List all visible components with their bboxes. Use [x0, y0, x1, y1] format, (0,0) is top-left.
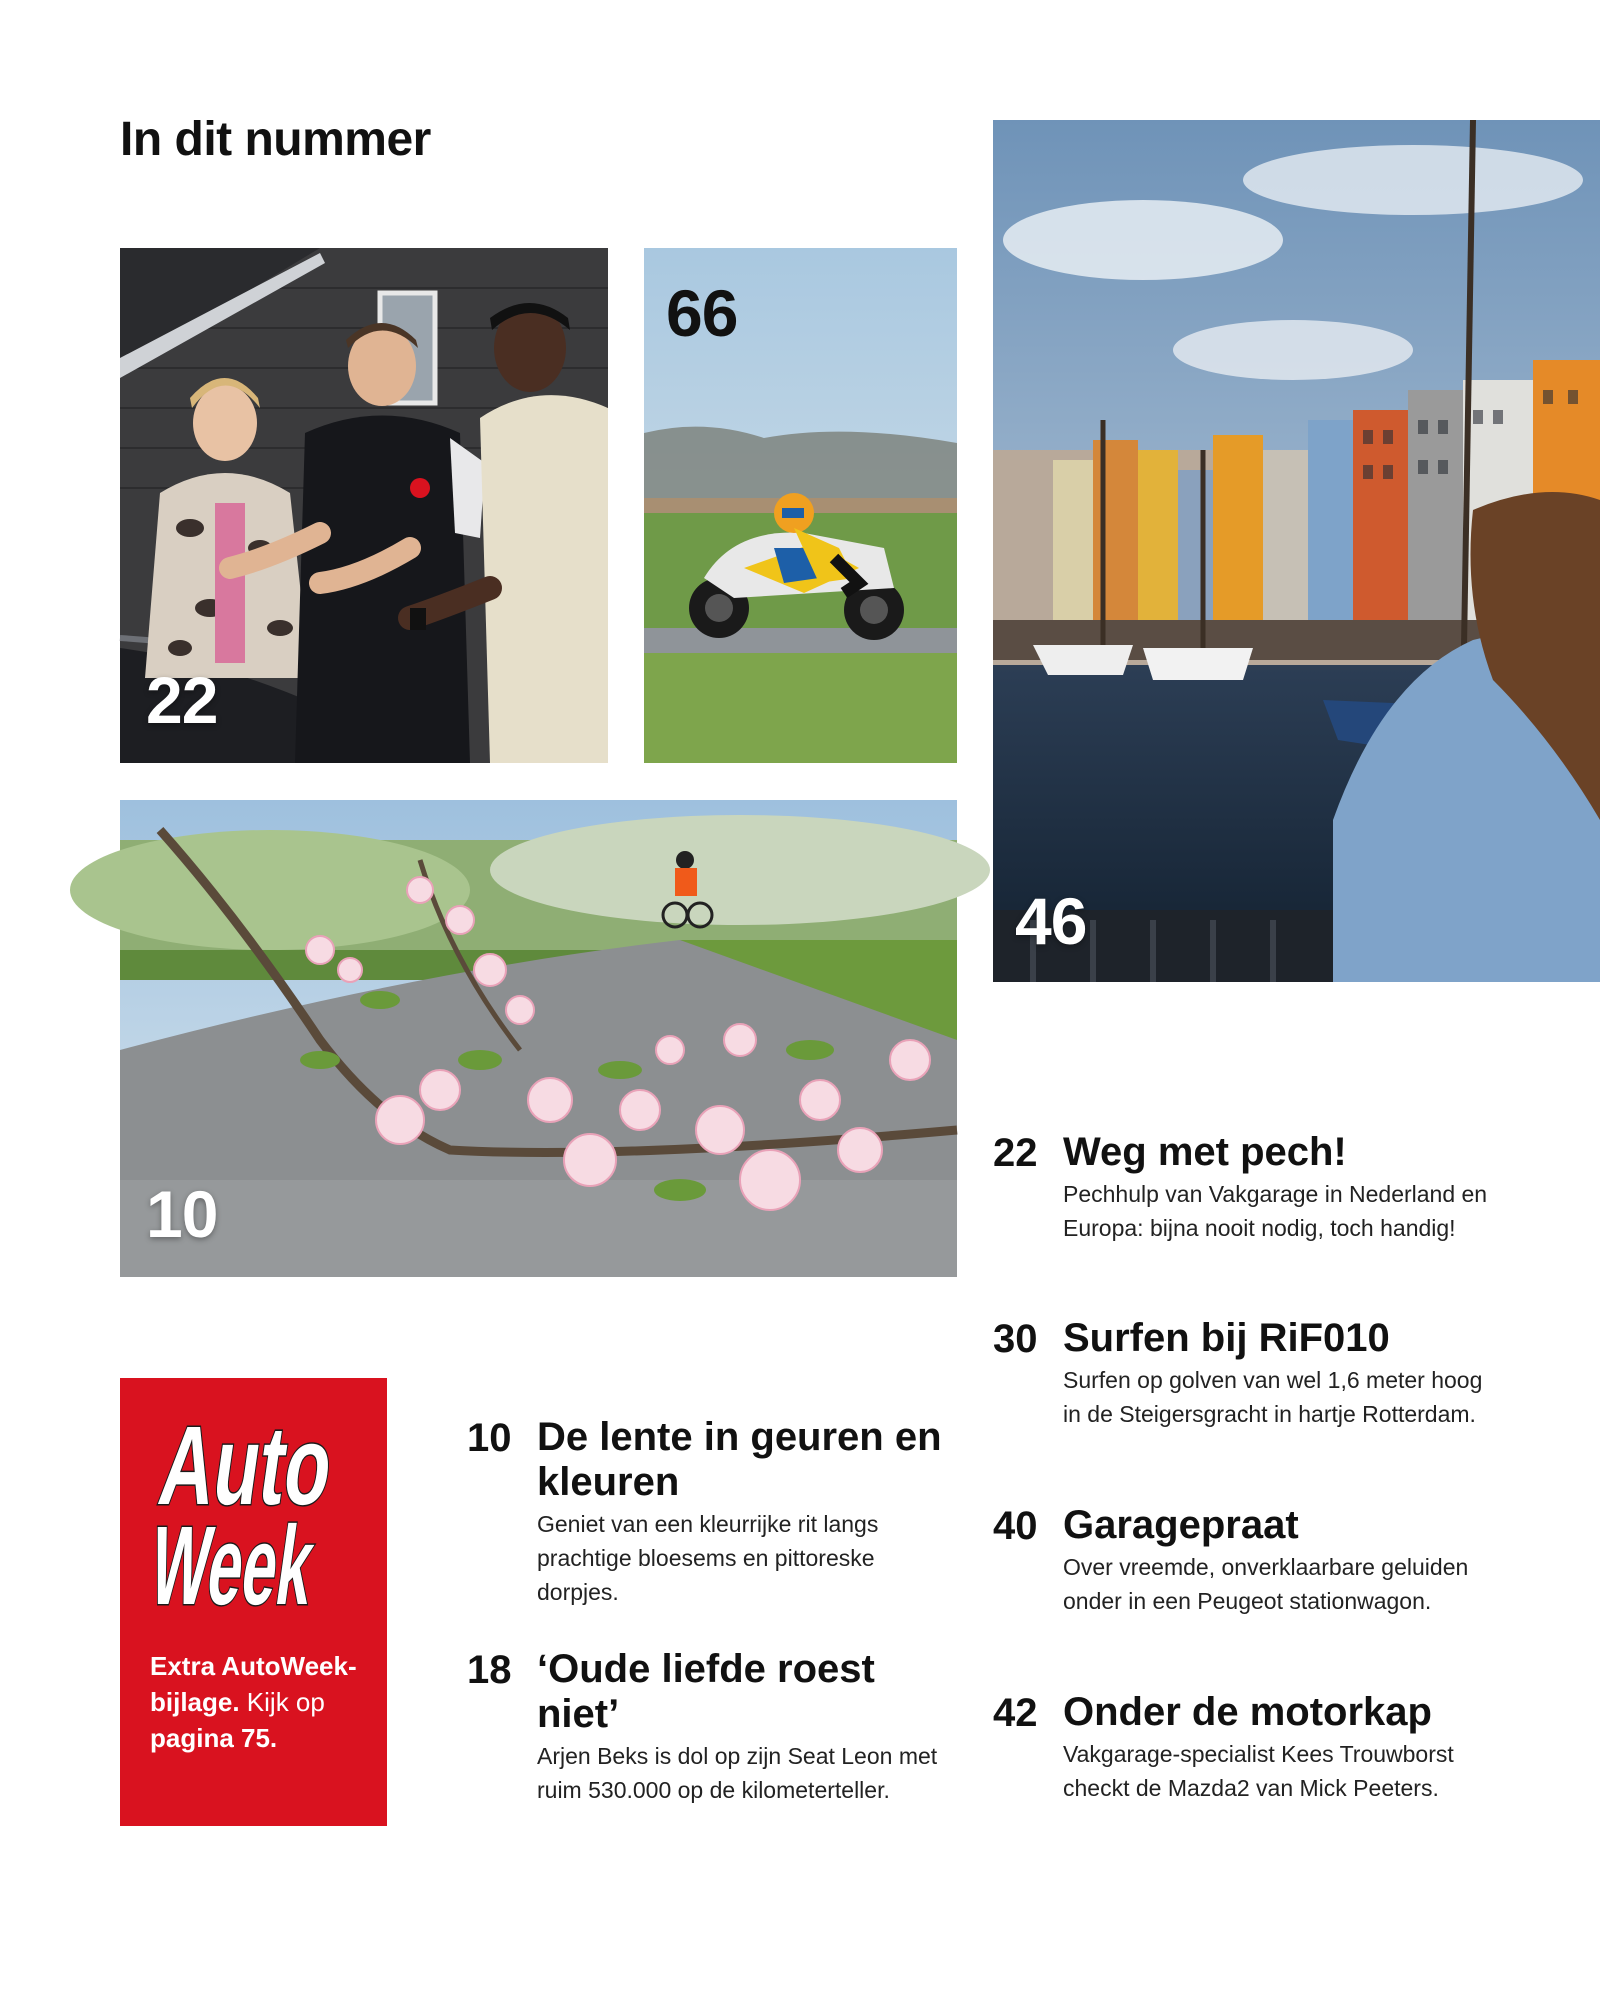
- page-title: In dit nummer: [120, 113, 431, 166]
- article-de-lente[interactable]: [467, 1415, 957, 1609]
- page-number-66: 66: [666, 276, 738, 350]
- article-description: Arjen Beks is dol op zijn Seat Leon met ruim 530.000 op de kilometerteller.: [537, 1743, 938, 1803]
- page-number-46: 46: [1015, 884, 1087, 958]
- photo-canal-city[interactable]: [993, 120, 1600, 982]
- article-description: Pechhulp van Vakgarage in Nederland en Europa: bijna nooit nodig, toch handig!: [1063, 1181, 1488, 1241]
- article-surfen-bij-rif010[interactable]: [993, 1316, 1493, 1431]
- article-onder-de-motorkap[interactable]: [993, 1690, 1513, 1805]
- article-title: Surfen bij RiF010: [1063, 1316, 1390, 1360]
- article-page-number: 22: [993, 1131, 1038, 1175]
- article-page-number: 40: [993, 1504, 1038, 1548]
- logo-line-week: Week: [143, 1502, 452, 1628]
- article-page-number: 30: [993, 1317, 1038, 1361]
- article-description: Vakgarage-specialist Kees Trouwborst checkt de Mazda2 van Mick Peeters.: [1063, 1741, 1454, 1801]
- article-title: De lente in geuren en kleuren: [537, 1415, 942, 1504]
- autoweek-bijlage-box[interactable]: [120, 1378, 452, 1826]
- article-page-number: 42: [993, 1691, 1038, 1735]
- photo-mechanic-customers[interactable]: [120, 248, 608, 763]
- article-title: Garagepraat: [1063, 1503, 1299, 1547]
- photo-blossom-road[interactable]: [120, 800, 957, 1277]
- blossom-road-image: [120, 800, 957, 1277]
- article-page-number: 18: [467, 1648, 512, 1692]
- canal-city-image: [993, 120, 1600, 982]
- article-page-number: 10: [467, 1416, 512, 1460]
- page-number-22: 22: [146, 663, 218, 737]
- article-title: Weg met pech!: [1063, 1130, 1347, 1174]
- autoweek-logo: [140, 1402, 452, 1628]
- bijlage-text: [150, 1648, 375, 1756]
- logo-line-auto: Auto: [152, 1402, 426, 1528]
- bijlage-page-ref: pagina 75.: [150, 1723, 278, 1753]
- page-number-10: 10: [146, 1177, 218, 1251]
- article-oude-liefde[interactable]: [467, 1647, 957, 1807]
- article-weg-met-pech[interactable]: [993, 1130, 1493, 1245]
- article-description: Geniet van een kleurrijke rit langs prachtige bloesems en pittoreske dorpjes.: [537, 1511, 879, 1605]
- article-title: ‘Oude liefde roest niet’: [537, 1647, 875, 1736]
- bijlage-normal-text: Kijk op: [239, 1687, 325, 1717]
- article-title: Onder de motorkap: [1063, 1690, 1432, 1734]
- article-garagepraat[interactable]: [993, 1503, 1493, 1618]
- photo-motorcycle[interactable]: [644, 248, 957, 763]
- article-description: Over vreemde, onverklaarbare geluiden onder in een Peugeot stationwagon.: [1063, 1554, 1469, 1614]
- article-description: Surfen op golven van wel 1,6 meter hoog in de Steigersgracht in hartje Rotterdam.: [1063, 1367, 1483, 1427]
- bijlage-bold-text: Extra AutoWeek-bijlage.: [150, 1651, 357, 1717]
